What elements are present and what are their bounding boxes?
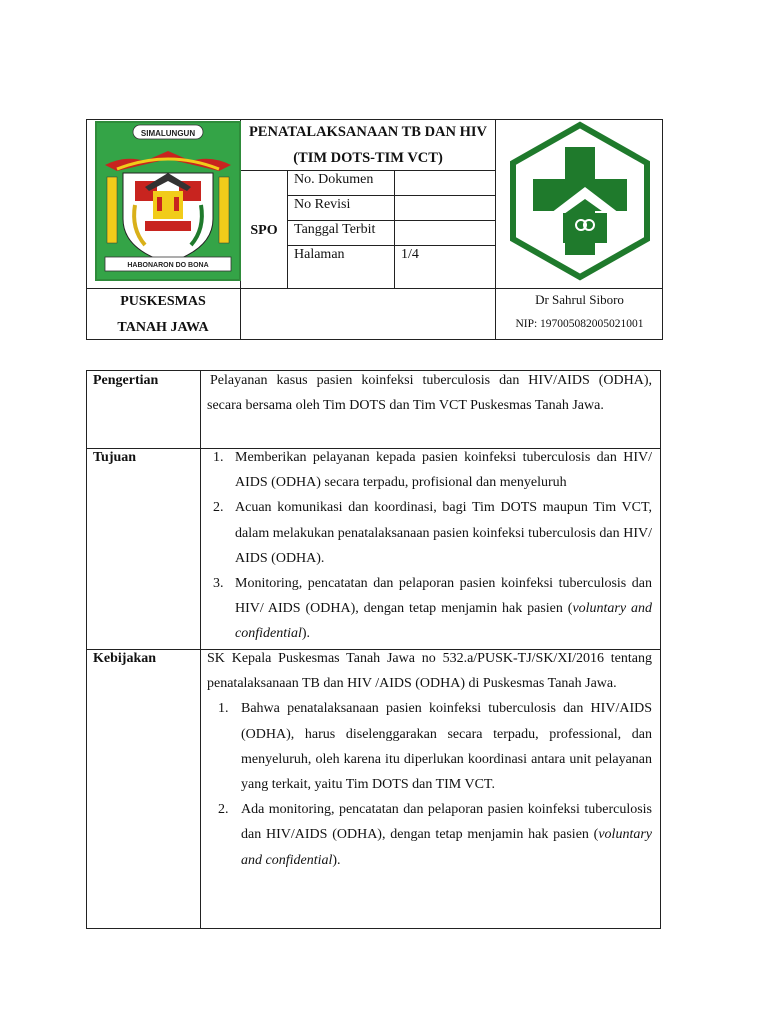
document-title: PENATALAKSANAAN TB DAN HIV (TIM DOTS-TIM VCT) [248,124,488,166]
puskesmas-cross-logo [501,121,659,281]
row-content-pengertian [207,368,652,418]
emblem-top-text: SIMALUNGUN [140,129,196,138]
puskesmas-line-2: TANAH JAWA [117,320,209,335]
puskesmas-name [86,289,240,341]
meta-label-no-dokumen: No. Dokumen [294,172,374,187]
regency-emblem-logo [95,121,241,281]
row-content-tujuan [207,445,652,647]
list-item: 1. Memberikan pelayanan kepada pasien koinfeksi tuberculosis dan HIV/ AIDS (ODHA) secara terpadu, profisional dan menyeluruh [213,450,652,491]
meta-label-halaman: Halaman [294,247,345,262]
pengertian-text: Pelayanan kasus pasien koinfeksi tuberculosis dan HIV/AIDS (ODHA), secara bersama oleh Tim DOTS dan Tim VCT Puskesmas Tanah Jawa. [207,373,652,414]
list-item: 2. Ada monitoring, pencatatan dan pelaporan pasien koinfeksi tuberculosis dan HIV/AIDS (ODHA), dengan tetap menjamin hak pasien (voluntary and confidential). [218,802,652,868]
row-label-tujuan: Tujuan [93,450,137,465]
signer-block [496,289,663,333]
signer-nip: NIP: 197005082005021001 [515,318,644,330]
puskesmas-line-1: PUSKESMAS [120,294,206,309]
list-item: 1. Bahwa penatalaksanaan pasien koinfeksi tuberculosis dan HIV/AIDS (ODHA), harus diselenggarakan secara terpadu, professional, dan menyeluruh, oleh karena itu diperlukan koordinasi antara unit pelayanan yang terkait, yaitu Tim DOTS dan TIM VCT. [218,701,652,793]
emblem-bottom-text: HABONARON DO BONA [127,262,209,269]
spo-label: SPO [250,223,278,238]
list-item: 2. Acuan komunikasi dan koordinasi, bagi Tim DOTS maupun Tim VCT, dalam melakukan penatalaksanaan pasien koinfeksi tuberculosis dan HIV/ AIDS (ODHA). [213,500,652,566]
kebijakan-intro: SK Kepala Puskesmas Tanah Jawa no 532.a/PUSK-TJ/SK/XI/2016 tentang penatalaksanaan TB dan HIV /AIDS (ODHA) di Puskesmas Tanah Jawa. [207,651,652,692]
kebijakan-list [207,696,652,872]
meta-value-halaman: 1/4 [401,247,419,262]
list-item: 3. Monitoring, pencatatan dan pelaporan pasien koinfeksi tuberculosis dan HIV/ AIDS (ODHA), dengan tetap menjamin hak pasien (voluntary and confidential). [213,576,652,642]
meta-label-no-revisi: No Revisi [294,197,351,212]
spo-header-table [86,119,663,340]
tujuan-list [207,445,652,647]
row-label-pengertian: Pengertian [93,373,159,388]
signer-name: Dr Sahrul Siboro [535,292,624,307]
spo-content-table [86,370,661,929]
row-label-kebijakan: Kebijakan [93,651,157,666]
meta-label-tanggal-terbit: Tanggal Terbit [294,222,376,237]
row-content-kebijakan [207,646,652,873]
